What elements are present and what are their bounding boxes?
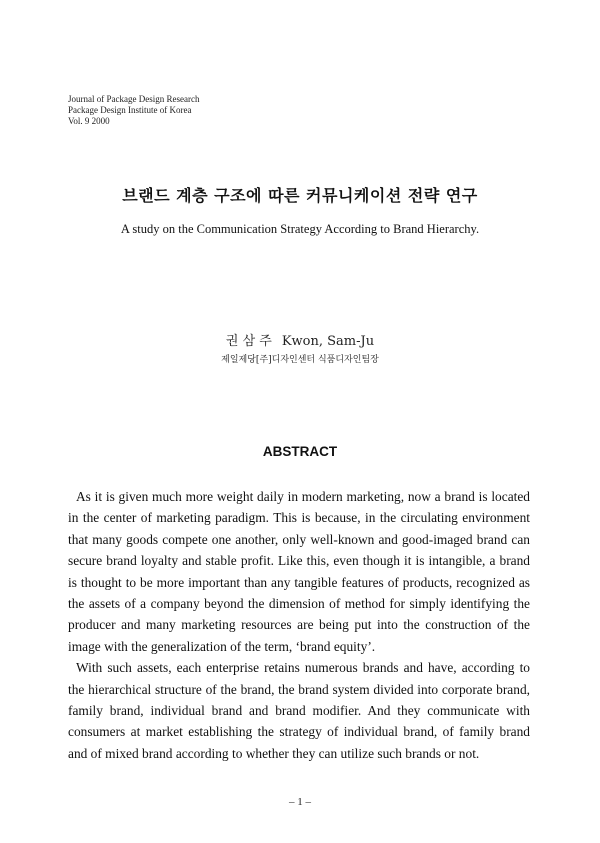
author-affiliation: 제일제당[주]디자인센터 식품디자인팀장: [221, 355, 379, 365]
abstract-paragraph: As it is given much more weight daily in modern marketing, now a brand is located in the center of marketing paradigm. This is because, in the circulating environment that many goods compete one another, only well-known and good-imaged brand can secure brand loyalty and stable profit. Like this, even though it is intangible, a brand is thought to be more important than any tangible features of products, recognized as the assets of a company beyond the dimension of method for simply identifying the producer and many marketing resources are being put into the construction of the image with the generalization of the term, ‘brand equity’.: [68, 489, 530, 654]
abstract-paragraph: With such assets, each enterprise retains numerous brands and have, according to the hierarchical structure of the brand, the brand system divided into corporate brand, family brand, individual brand and brand modifier. And they communicate with consumers at market establishing the strategy of individual brand, of family brand and of mixed brand according to whether they can utilize such brands or not.: [68, 660, 530, 761]
journal-name: Journal of Package Design Research: [68, 94, 200, 104]
page-number: – 1 –: [289, 796, 311, 808]
journal-header: [68, 94, 199, 127]
paper-title-korean: 브랜드 계층 구조에 따른 커뮤니케이션 전략 연구: [122, 186, 478, 205]
author-name-english: Kwon, Sam-Ju: [281, 334, 375, 349]
journal-volume: Vol. 9 2000: [68, 116, 110, 126]
abstract-body: [68, 486, 530, 764]
abstract-heading: ABSTRACT: [262, 444, 338, 459]
author-line: [0, 330, 600, 349]
paper-title-english: A study on the Communication Strategy According to Brand Hierarchy.: [120, 222, 480, 236]
author-name-korean: 권 삼 주: [225, 334, 272, 349]
journal-institute: Package Design Institute of Korea: [68, 105, 192, 115]
